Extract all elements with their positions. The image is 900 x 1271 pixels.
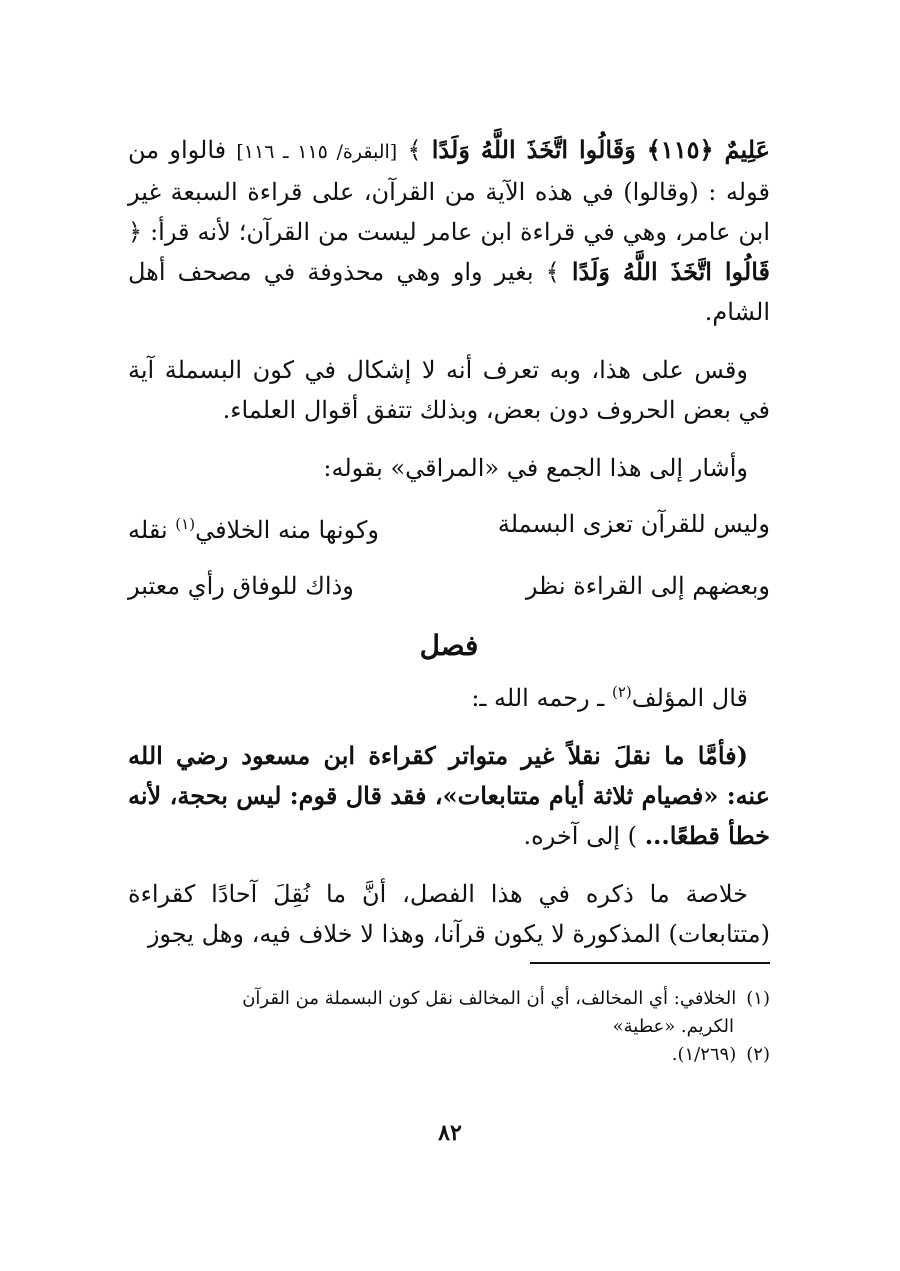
quote-tail: ) إلى آخره.	[523, 822, 638, 850]
paragraph-5: خلاصة ما ذكره في هذا الفصل، أنَّ ما نُقِلَ آحادًا كقراءة (متتابعات) المذكورة لا يكون قرآنا، وهذا لا خلاف فيه، وهل يجوز	[128, 880, 770, 948]
verse-line-2	[128, 566, 770, 606]
paragraph-1	[128, 130, 770, 332]
footnote-text: (١/٢٦٩).	[671, 1044, 737, 1065]
quran-quote: قَالُوا اتَّخَذَ اللَّهُ وَلَدًا	[571, 257, 770, 286]
author-text: ـ رحمه الله ـ:	[471, 684, 605, 712]
footnote-marker: (١)	[175, 515, 196, 533]
footnote-marker: (٢)	[611, 683, 632, 701]
paragraph-text: بغير واو وهي محذوفة في مصحف أهل الشام.	[128, 258, 770, 326]
footnote-2	[128, 1041, 770, 1069]
quoted-text	[128, 736, 770, 856]
section-heading: فصل	[419, 629, 479, 662]
quran-bracket-open: ﴿	[128, 218, 143, 246]
surah-reference: [البقرة/ ١١٥ ـ ١١٦]	[236, 141, 398, 163]
page-number: ٨٢	[438, 1120, 462, 1146]
quran-bracket-close: ﴾	[407, 136, 422, 164]
verse-hemistich-left	[128, 504, 379, 550]
footnote-text: الخلافي: أي المخالف، أي أن المخالف نقل كون البسملة من القرآن	[242, 988, 737, 1009]
verse-text: وكونها منه الخلافي	[195, 516, 380, 544]
quran-quote: عَلِيمٌ ﴿١١٥﴾ وَقَالُوا اتَّخَذَ اللَّهُ وَلَدًا	[431, 135, 770, 164]
footnote-divider	[530, 962, 770, 964]
author-line	[128, 672, 770, 718]
quran-bracket-close: ﴾	[545, 258, 560, 286]
verse-hemistich-right: وبعضهم إلى القراءة نظر	[525, 572, 770, 600]
verse-line-1	[128, 504, 770, 550]
verse-hemistich-right: وليس للقرآن تعزى البسملة	[497, 510, 770, 538]
verse-text: نقله	[128, 516, 168, 544]
footnotes	[128, 985, 770, 1069]
paragraph-text: فالواو من قوله : (وقالوا) في هذه الآية من القرآن، على قراءة السبعة غير ابن عامر، وهي في قراءة ابن عامر ليست من القرآن؛ لأنه قرأ:	[128, 136, 770, 246]
quote-bold: (فأمَّا ما نقلَ نقلاً غير متواتر كقراءة ابن مسعود رضي الله عنه: «فصيام ثلاثة أيام متتابعات»، فقد قال قوم: ليس بحجة، لأنه خطأ قطعًا...	[128, 741, 770, 850]
footnote-number: (١)	[746, 988, 770, 1009]
footnote-number: (٢)	[746, 1044, 770, 1065]
page-body	[128, 130, 770, 954]
paragraph-3: وأشار إلى هذا الجمع في «المراقي» بقوله:	[323, 454, 748, 482]
footnote-1-cont: الكريم. «عطية»	[612, 1016, 734, 1037]
author-text: قال المؤلف	[631, 684, 748, 712]
footnote-1	[128, 985, 770, 1013]
verse-hemistich-left: وذاك للوفاق رأي معتبر	[128, 572, 354, 600]
paragraph-2: وقس على هذا، وبه تعرف أنه لا إشكال في كون البسملة آية في بعض الحروف دون بعض، وبذلك تتفق أقوال العلماء.	[128, 356, 770, 424]
